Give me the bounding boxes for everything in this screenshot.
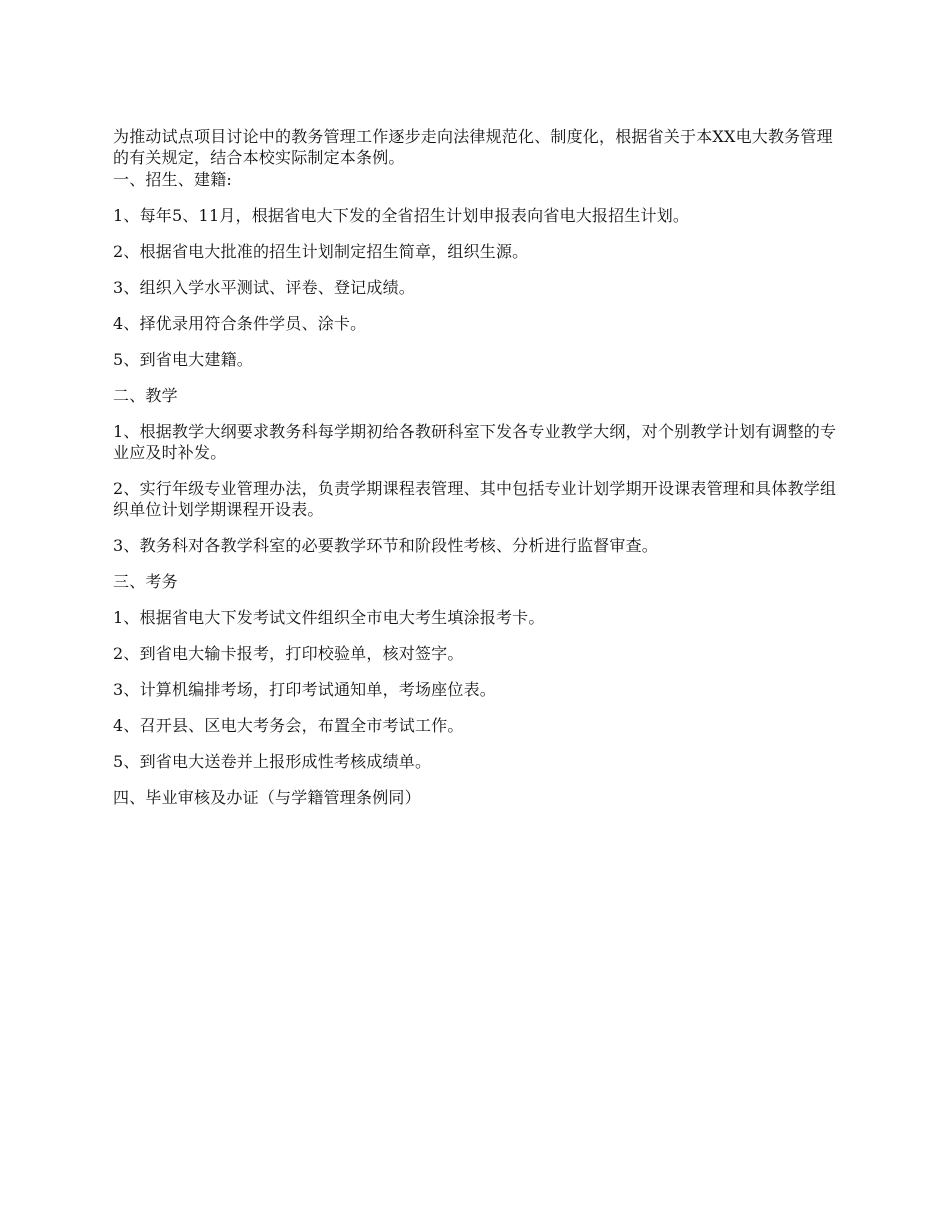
enrollment-item-5: 5、到省电大建籍。 <box>113 350 253 369</box>
exams-item-3: 3、计算机编排考场，打印考试通知单，考场座位表。 <box>113 680 496 699</box>
enrollment-item-1: 1、每年5、11月，根据省电大下发的全省招生计划申报表向省电大报招生计划。 <box>113 206 690 225</box>
enrollment-item-2: 2、根据省电大批准的招生计划制定招生简章，组织生源。 <box>113 242 529 261</box>
teaching-item-3: 3、教务科对各教学科室的必要教学环节和阶段性考核、分析进行监督审查。 <box>113 536 658 555</box>
section-heading-enrollment: 一、招生、建籍: <box>113 170 232 189</box>
exams-item-4: 4、召开县、区电大考务会，布置全市考试工作。 <box>113 716 464 735</box>
enrollment-item-3: 3、组织入学水平测试、评卷、登记成绩。 <box>113 278 415 297</box>
intro-paragraph: 为推动试点项目讨论中的教务管理工作逐步走向法律规范化、制度化，根据省关于本XX电大教务管理的有关规定，结合本校实际制定本条例。 <box>113 127 833 167</box>
exams-item-5: 5、到省电大送卷并上报形成性考核成绩单。 <box>113 752 432 771</box>
enrollment-item-4: 4、择优录用符合条件学员、涂卡。 <box>113 314 367 333</box>
document-body <box>113 126 837 808</box>
teaching-item-1: 1、根据教学大纲要求教务科每学期初给各教研科室下发各专业教学大纲，对个别教学计划有调整的专业应及时补发。 <box>113 422 837 462</box>
exams-item-2: 2、到省电大输卡报考，打印校验单，核对签字。 <box>113 644 464 663</box>
section-heading-teaching: 二、教学 <box>113 386 178 405</box>
section-heading-exams: 三、考务 <box>113 572 178 591</box>
section-heading-graduation: 四、毕业审核及办证（与学籍管理条例同） <box>113 788 421 807</box>
exams-item-1: 1、根据省电大下发考试文件组织全市电大考生填涂报考卡。 <box>113 608 545 627</box>
teaching-item-2: 2、实行年级专业管理办法，负责学期课程表管理、其中包括专业计划学期开设课表管理和具体教学组织单位计划学期课程开设表。 <box>113 479 837 519</box>
